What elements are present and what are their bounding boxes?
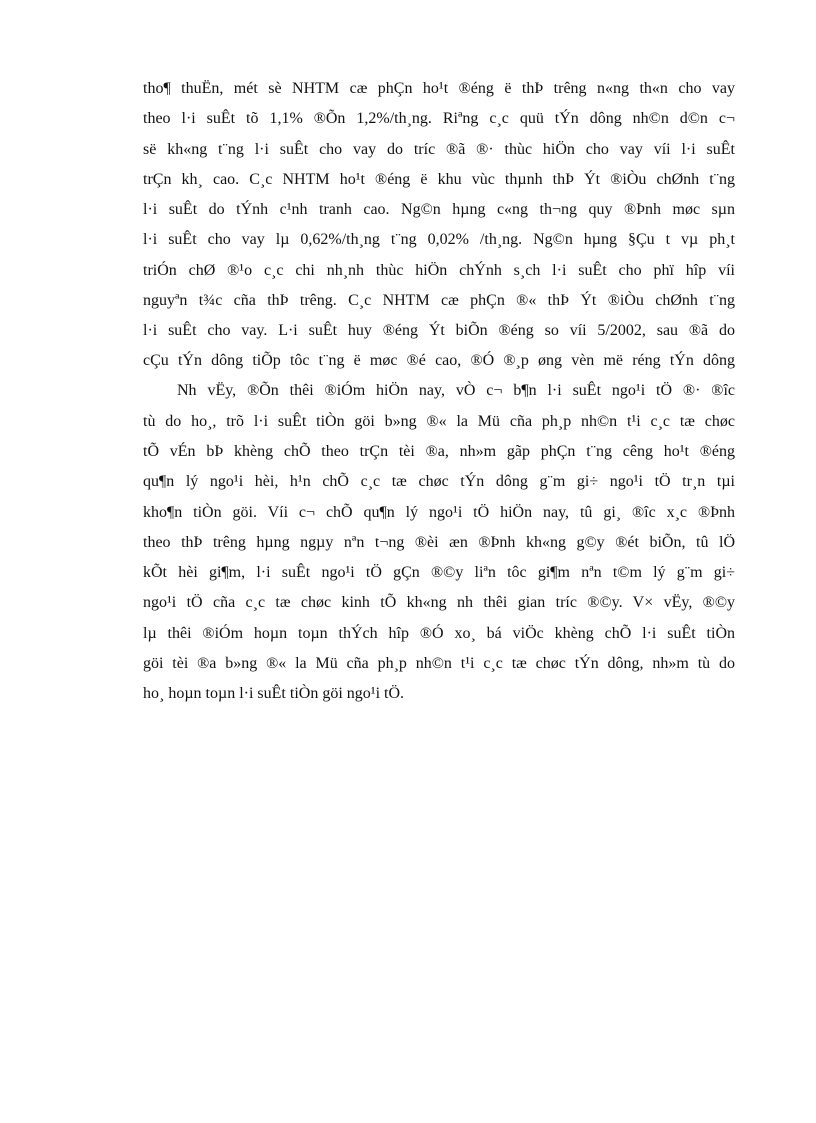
text-line: theo thÞ trêng hµng ngµy nªn t¬ng ®èi æn ®Þnh kh«ng g©y ®ét biÕn, tû lÖ bbox=[143, 534, 735, 551]
text-line: tù do ho¸, trõ l·i suÊt tiÒn göi b»ng ®« la Mü cña ph¸p nh©n t¹i c¸c tæ chøc bbox=[143, 413, 735, 430]
text-line: göi tèi ®a b»ng ®« la Mü cña ph¸p nh©n t¹i c¸c tæ chøc tÝn dông, nh»m tù do bbox=[143, 655, 735, 672]
text-line: qu¶n lý ngo¹i hèi, h¹n chÕ c¸c tæ chøc tÝn dông g¨m gi÷ ngo¹i tÖ tr¸n tµi bbox=[143, 473, 735, 490]
paragraph-first-line: Nh vËy, ®Õn thêi ®iÓm hiÖn nay, vÒ c¬ b¶n l·i suÊt ngo¹i tÖ ®· ®îc bbox=[177, 382, 735, 399]
text-line: l·i suÊt do tÝnh c¹nh tranh cao. Ng©n hµng c«ng th¬ng quy ®Þnh møc sµn bbox=[143, 201, 735, 218]
text-line: kÕt hèi gi¶m, l·i suÊt ngo¹i tÖ gÇn ®©y liªn tôc gi¶m nªn t©m lý g¨m gi÷ bbox=[143, 564, 735, 581]
text-line: së kh«ng t¨ng l·i suÊt cho vay do tríc ®ã ®· thùc hiÖn cho vay víi l·i suÊt bbox=[143, 141, 735, 158]
text-line: tÕ vÉn bÞ khèng chÕ theo trÇn tèi ®a, nh»m gãp phÇn t¨ng cêng ho¹t ®éng bbox=[143, 443, 735, 460]
text-line: ngo¹i tÖ cña c¸c tæ chøc kinh tÕ kh«ng nh thêi gian tríc ®©y. V× vËy, ®©y bbox=[143, 594, 735, 611]
text-line: trÇn kh¸ cao. C¸c NHTM ho¹t ®éng ë khu vùc thµnh thÞ Ýt ®iÒu chØnh t¨ng bbox=[143, 171, 735, 188]
text-line: lµ thêi ®iÓm hoµn toµn thÝch hîp ®Ó xo¸ bá viÖc khèng chÕ l·i suÊt tiÒn bbox=[143, 625, 735, 642]
text-line: tho¶ thuËn, mét sè NHTM cæ phÇn ho¹t ®éng ë thÞ trêng n«ng th«n cho vay bbox=[143, 80, 735, 97]
text-line: kho¶n tiÒn göi. Víi c¬ chÕ qu¶n lý ngo¹i tÖ hiÖn nay, tû gi¸ ®îc x¸c ®Þnh bbox=[143, 504, 735, 521]
text-line: l·i suÊt cho vay lµ 0,62%/th¸ng t¨ng 0,02% /th¸ng. Ng©n hµng §Çu t vµ ph¸t bbox=[143, 231, 735, 248]
text-line: nguyªn t¾c cña thÞ trêng. C¸c NHTM cæ phÇn ®« thÞ Ýt ®iÒu chØnh t¨ng bbox=[143, 292, 735, 309]
text-line: theo l·i suÊt tõ 1,1% ®Õn 1,2%/th¸ng. Riªng c¸c quü tÝn dông nh©n d©n c¬ bbox=[143, 110, 735, 127]
text-line: triÓn chØ ®¹o c¸c chi nh¸nh thùc hiÖn chÝnh s¸ch l·i suÊt cho phï hîp víi bbox=[143, 262, 735, 279]
text-line: cÇu tÝn dông tiÕp tôc t¨ng ë møc ®é cao, ®Ó ®¸p øng vèn më réng tÝn dông bbox=[143, 352, 735, 369]
text-line: l·i suÊt cho vay. L·i suÊt huy ®éng Ýt biÕn ®éng so víi 5/2002, sau ®ã do bbox=[143, 322, 735, 339]
text-line: ho¸ hoµn toµn l·i suÊt tiÒn göi ngo¹i tÖ. bbox=[143, 685, 405, 702]
